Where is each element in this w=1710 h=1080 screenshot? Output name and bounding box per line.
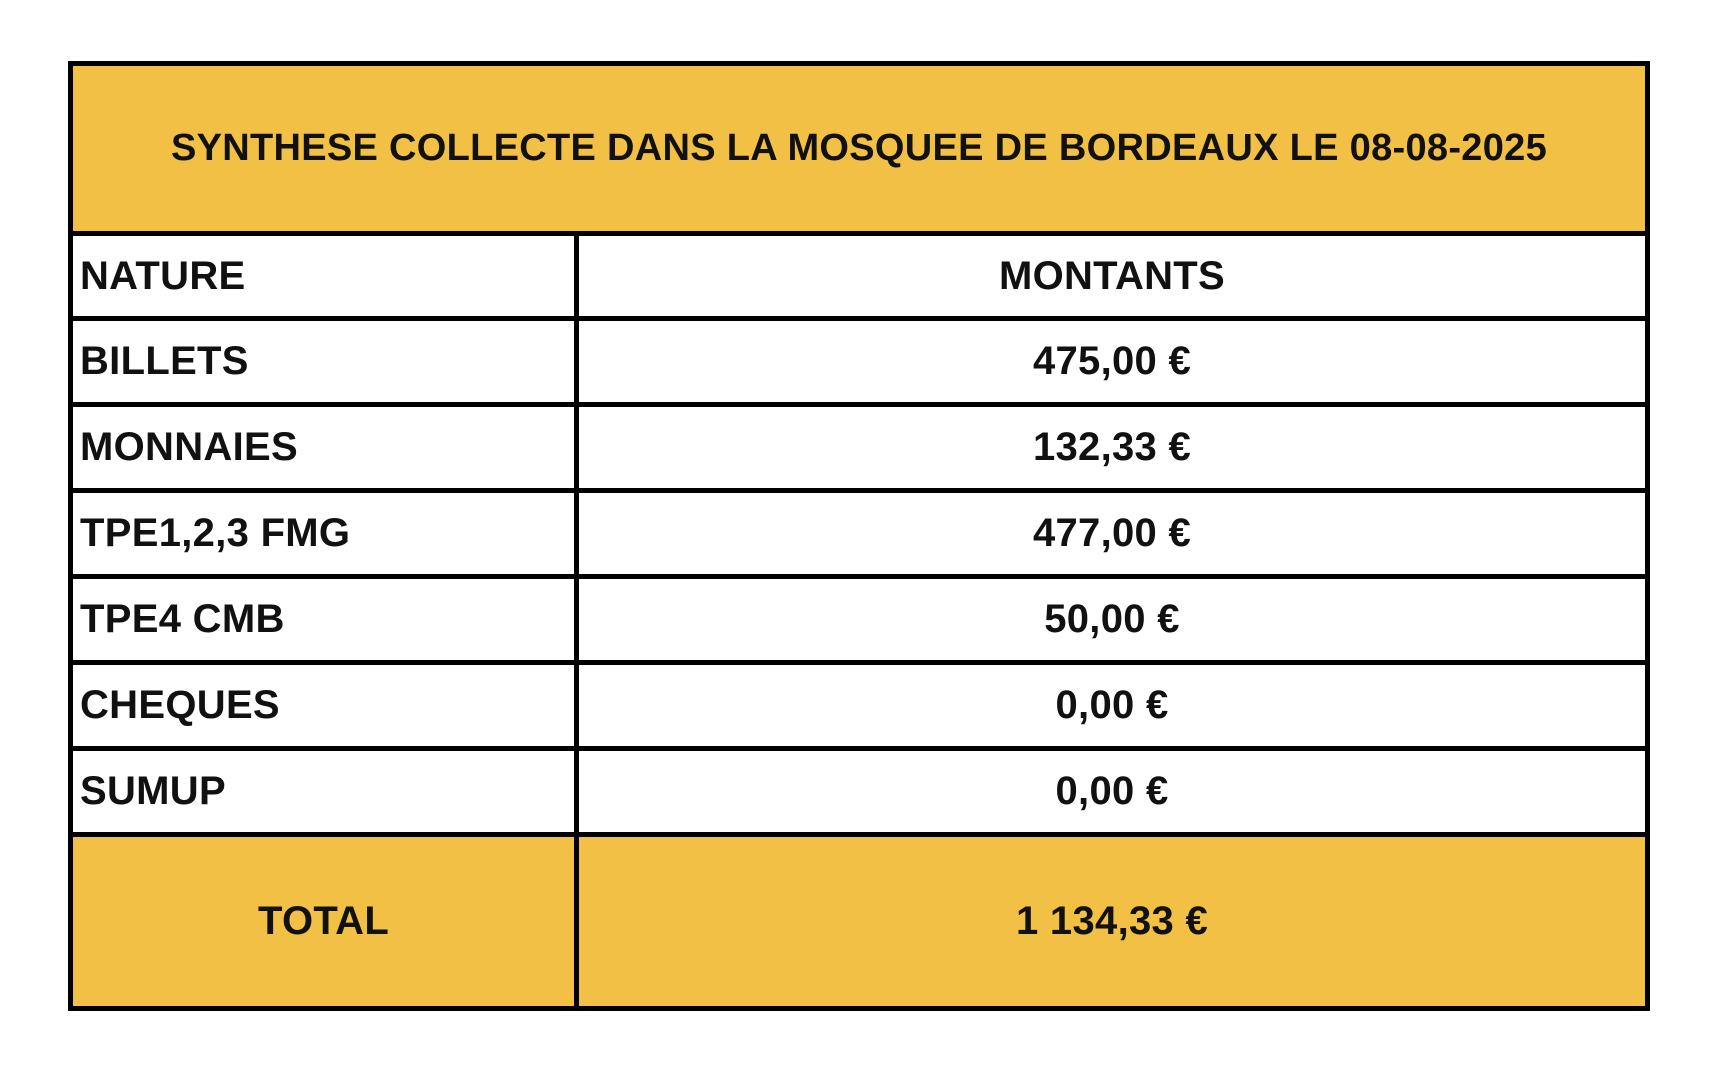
row-amount-sumup: 0,00 € [579, 751, 1645, 837]
table-title: SYNTHESE COLLECTE DANS LA MOSQUEE DE BORDEAUX LE 08-08-2025 [73, 66, 1645, 236]
column-header-montants: MONTANTS [579, 236, 1645, 321]
row-label-cheques: CHEQUES [73, 665, 579, 751]
column-header-nature: NATURE [73, 236, 579, 321]
total-label: TOTAL [73, 837, 579, 1006]
row-amount-tpe4-cmb: 50,00 € [579, 579, 1645, 665]
row-amount-billets: 475,00 € [579, 321, 1645, 407]
row-label-monnaies: MONNAIES [73, 407, 579, 493]
collection-summary-table [68, 61, 1650, 1011]
row-amount-monnaies: 132,33 € [579, 407, 1645, 493]
row-label-billets: BILLETS [73, 321, 579, 407]
total-amount: 1 134,33 € [579, 837, 1645, 1006]
row-amount-tpe123-fmg: 477,00 € [579, 493, 1645, 579]
row-amount-cheques: 0,00 € [579, 665, 1645, 751]
row-label-sumup: SUMUP [73, 751, 579, 837]
row-label-tpe123-fmg: TPE1,2,3 FMG [73, 493, 579, 579]
row-label-tpe4-cmb: TPE4 CMB [73, 579, 579, 665]
